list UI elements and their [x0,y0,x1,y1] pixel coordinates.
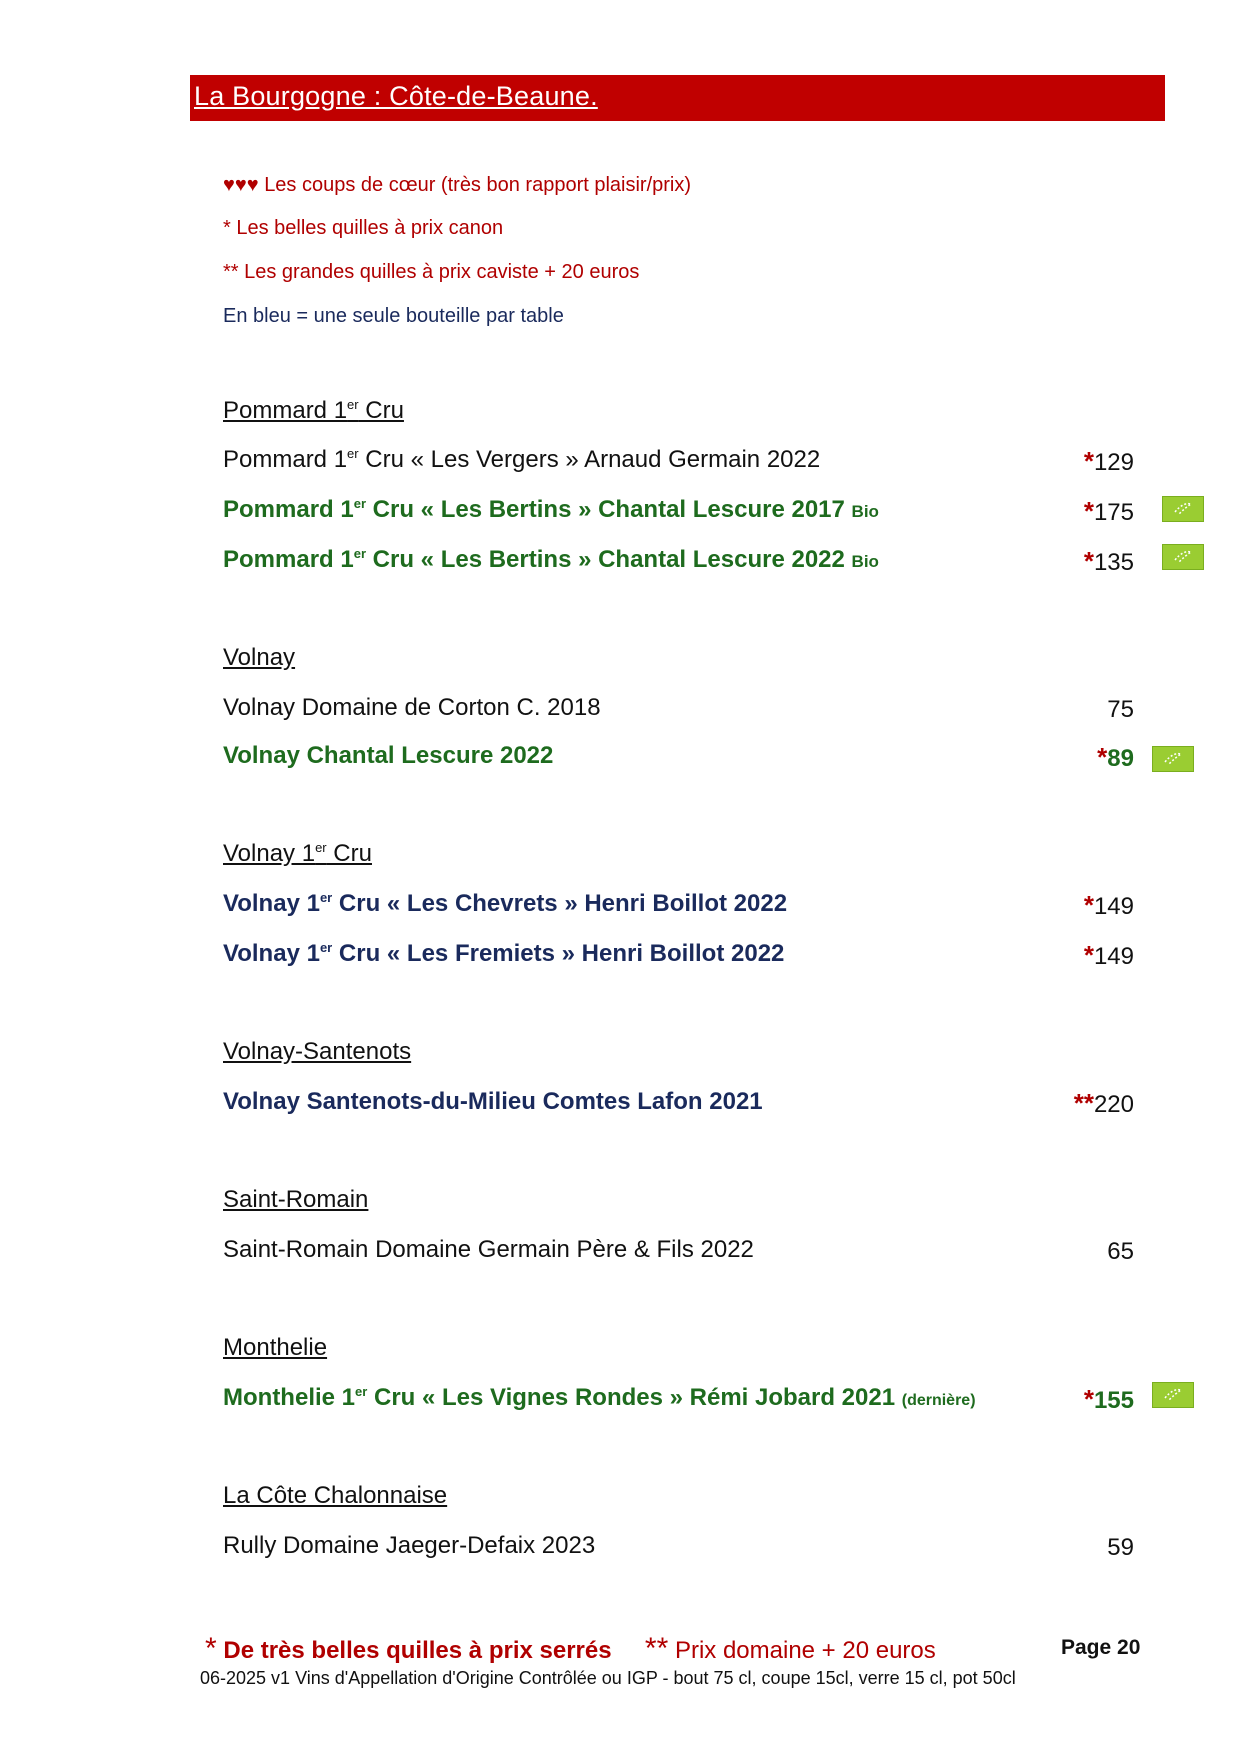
wine-price: 65 [1107,1238,1134,1265]
section-title-cote-chalonnaise: La Côte Chalonnaise [223,1482,448,1509]
wine-price: *149 [1083,940,1134,970]
legend-bleu: En bleu = une seule bouteille par table [223,305,564,327]
legend-coups-de-coeur: ♥♥♥ Les coups de cœur (très bon rapport plaisir/prix) [223,174,692,196]
wine-price: **220 [1073,1088,1134,1118]
hearts-icon: ♥♥♥ [223,174,259,196]
footer-legal-note: 06-2025 v1 Vins d'Appellation d'Origine Contrôlée ou IGP - bout 75 cl, coupe 15cl, verre 15 cl, pot 50cl [200,1668,1016,1688]
organic-label-icon [1162,544,1204,570]
wine-price: 59 [1107,1534,1134,1561]
organic-label-icon [1152,1382,1194,1408]
wine-price: *149 [1083,890,1134,920]
section-title-monthelie: Monthelie [223,1334,328,1361]
section-title-volnay-santenots: Volnay-Santenots [223,1038,412,1065]
wine-price: *175 [1083,496,1134,526]
footer-legend: * De très belles quilles à prix serrés ** Prix domaine + 20 euros [205,1632,936,1665]
wine-row: Volnay Chantal Lescure 2022 [223,742,554,769]
wine-row: Rully Domaine Jaeger-Defaix 2023 [223,1532,596,1559]
legend-belles-quilles: * Les belles quilles à prix canon [223,217,504,239]
wine-row: Volnay 1er Cru « Les Chevrets » Henri Boillot 2022 [223,890,788,917]
legend-grandes-quilles: ** Les grandes quilles à prix caviste + 20 euros [223,261,640,283]
wine-row: Pommard 1er Cru « Les Bertins » Chantal Lescure 2017 Bio [223,496,879,523]
organic-label-icon [1162,496,1204,522]
wine-price: *129 [1083,446,1134,476]
section-header-bar [190,75,1165,121]
wine-row: Monthelie 1er Cru « Les Vignes Rondes » Rémi Jobard 2021 (dernière) [223,1384,976,1411]
wine-price: 75 [1107,696,1134,723]
section-title-pommard: Pommard 1er Cru [223,397,404,424]
wine-price: *89 [1097,742,1134,772]
page-title: La Bourgogne : Côte-de-Beaune. [194,81,598,111]
wine-row: Volnay Santenots-du-Milieu Comtes Lafon 2021 [223,1088,763,1115]
section-title-saint-romain: Saint-Romain [223,1186,369,1213]
wine-row: Pommard 1er Cru « Les Bertins » Chantal Lescure 2022 Bio [223,546,879,573]
wine-price: *155 [1083,1384,1134,1414]
wine-row: Pommard 1er Cru « Les Vergers » Arnaud Germain 2022 [223,446,821,473]
wine-row: Volnay 1er Cru « Les Fremiets » Henri Boillot 2022 [223,940,785,967]
wine-price: *135 [1083,546,1134,576]
section-title-volnay-1er-cru: Volnay 1er Cru [223,840,372,867]
wine-row: Volnay Domaine de Corton C. 2018 [223,694,601,721]
page-number: Page 20 [1061,1636,1141,1659]
section-title-volnay: Volnay [223,644,296,671]
wine-row: Saint-Romain Domaine Germain Père & Fils 2022 [223,1236,754,1263]
organic-label-icon [1152,746,1194,772]
